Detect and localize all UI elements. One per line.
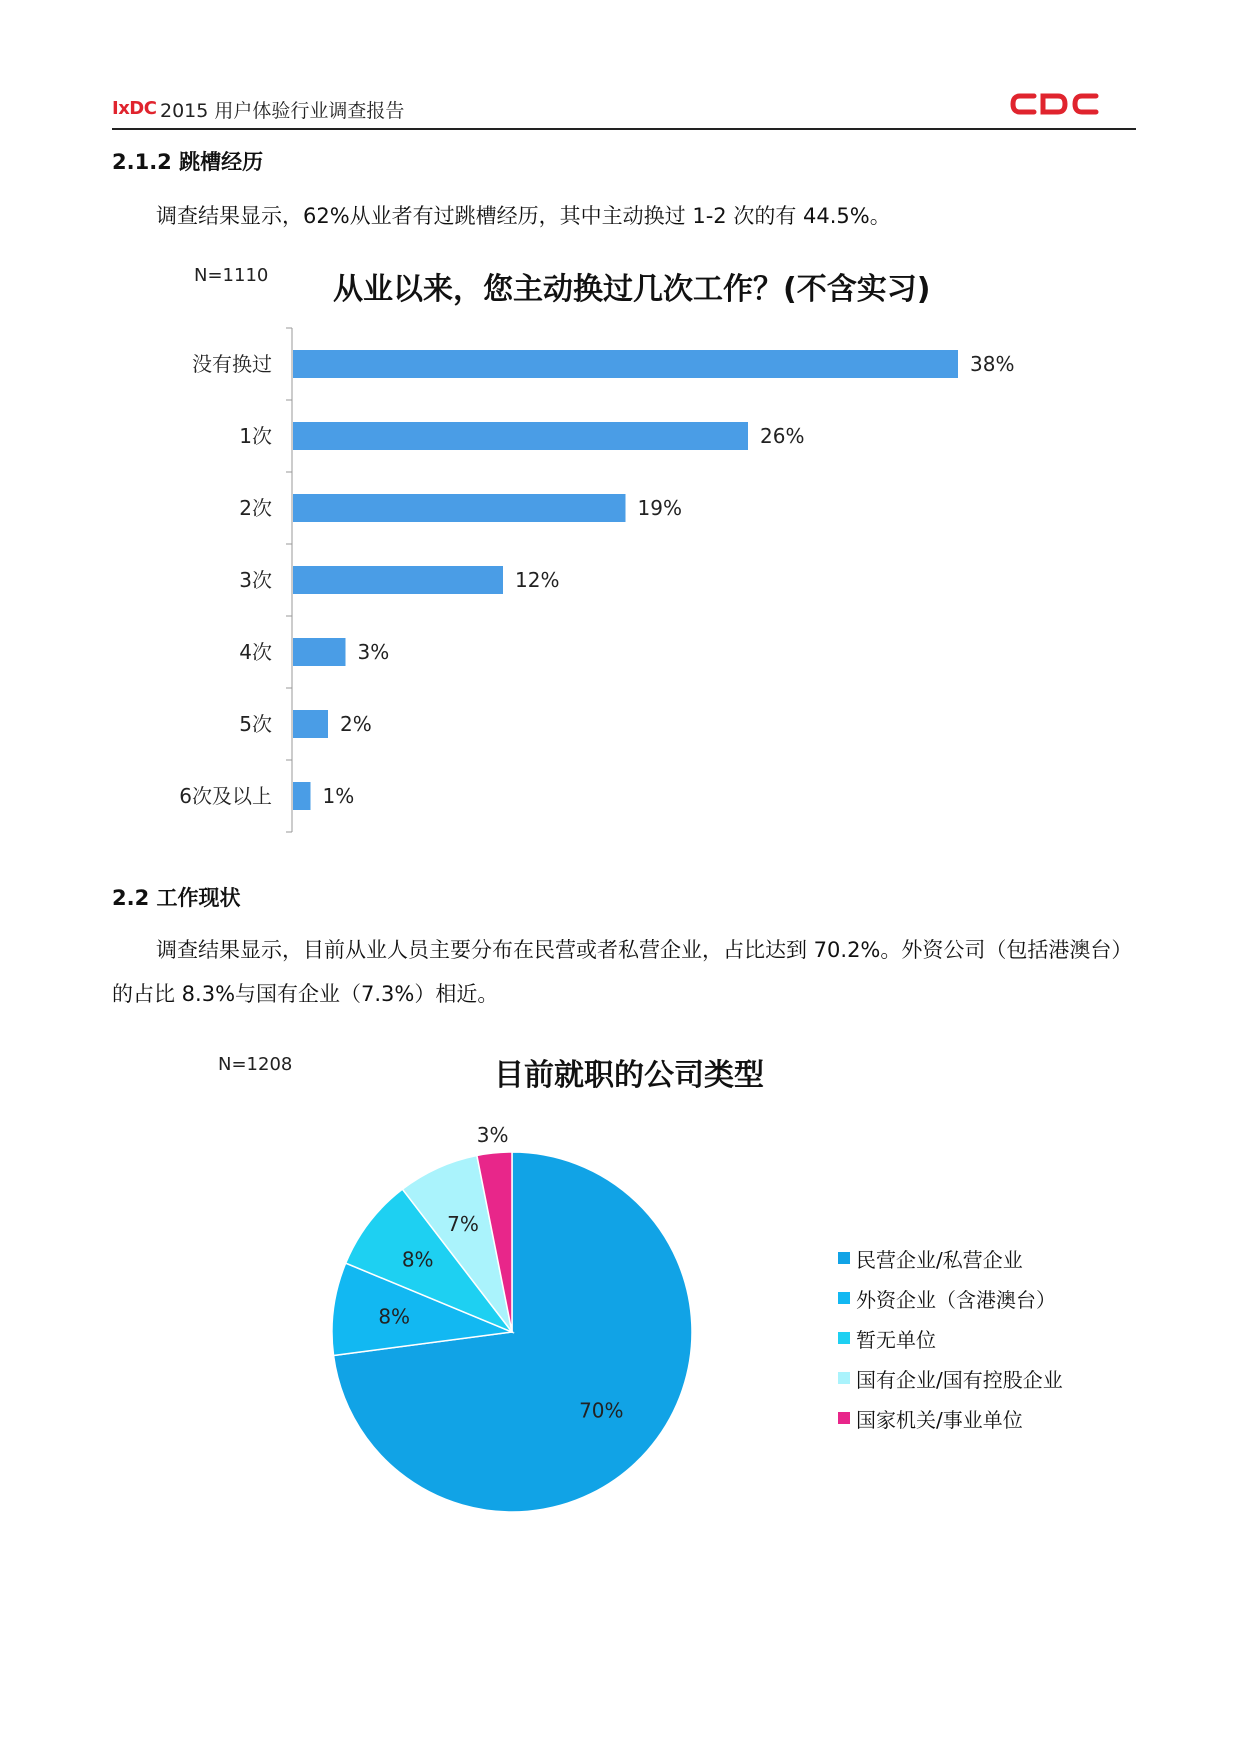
legend-label: 国家机关/事业单位 [856, 1407, 1023, 1432]
bar-value-label: 1% [322, 784, 355, 808]
legend-label: 民营企业/私营企业 [856, 1247, 1023, 1272]
bar-value-label: 26% [760, 424, 805, 448]
brand-logo: IxDC [112, 98, 157, 119]
bar [293, 350, 958, 378]
legend-swatch [838, 1252, 850, 1264]
bar [293, 566, 503, 594]
bar-category-label: 4次 [239, 640, 272, 664]
pie-legend [838, 1238, 1063, 1438]
bar [293, 638, 346, 666]
bar-chart-sample-size: N=1110 [194, 265, 269, 286]
page-header [112, 94, 1136, 130]
pie-value-label: 7% [447, 1211, 479, 1236]
legend-item [838, 1398, 1063, 1438]
bar [293, 782, 311, 810]
legend-item [838, 1278, 1063, 1318]
pie-chart-title: 目前就职的公司类型 [494, 1058, 764, 1093]
bar-chart-title: 从业以来，您主动换过几次工作？(不含实习) [333, 272, 931, 307]
section-title-job-change: 2.1.2 跳槽经历 [112, 150, 264, 174]
pie-chart-sample-size: N=1208 [218, 1054, 293, 1075]
bar-value-label: 2% [340, 712, 372, 736]
bar-value-label: 38% [970, 352, 1015, 376]
bar [293, 710, 328, 738]
section-title-work-status: 2.2 工作现状 [112, 886, 241, 910]
bar-category-label: 1次 [239, 424, 272, 448]
legend-swatch [838, 1332, 850, 1344]
bar-category-label: 2次 [239, 496, 272, 520]
pie-chart [300, 1110, 760, 1530]
legend-label: 外资企业（含港澳台） [856, 1287, 1056, 1312]
legend-item [838, 1318, 1063, 1358]
bar-category-label: 没有换过 [192, 352, 272, 376]
report-title: 2015 用户体验行业调查报告 [160, 100, 405, 122]
pie-value-label: 8% [401, 1247, 434, 1272]
bar-category-label: 3次 [239, 568, 272, 592]
legend-item [838, 1238, 1063, 1278]
bar [293, 422, 748, 450]
bar-category-label: 6次及以上 [179, 784, 272, 808]
bar-value-label: 19% [637, 496, 682, 520]
bar-category-label: 5次 [239, 712, 272, 736]
section-paragraph-work-status: 调查结果显示，目前从业人员主要分布在民营或者私营企业，占比达到 70.2%。外资公司（包括港澳台）的占比 8.3%与国有企业（7.3%）相近。 [112, 938, 1122, 1006]
bar [293, 494, 626, 522]
pie-value-label: 3% [476, 1123, 509, 1147]
cdc-logo [1010, 90, 1100, 118]
legend-label: 国有企业/国有控股企业 [856, 1367, 1063, 1392]
pie-value-label: 70% [579, 1398, 624, 1423]
bar-value-label: 3% [357, 640, 390, 664]
bar-value-label: 12% [515, 568, 560, 592]
legend-label: 暂无单位 [856, 1327, 936, 1352]
pie-value-label: 8% [378, 1304, 411, 1329]
legend-swatch [838, 1412, 850, 1424]
legend-item [838, 1358, 1063, 1398]
legend-swatch [838, 1372, 850, 1384]
legend-swatch [838, 1292, 850, 1304]
section-paragraph-job-change: 调查结果显示，62%从业者有过跳槽经历，其中主动换过 1-2 次的有 44.5%。 [156, 204, 891, 228]
bar-chart [0, 320, 1240, 840]
